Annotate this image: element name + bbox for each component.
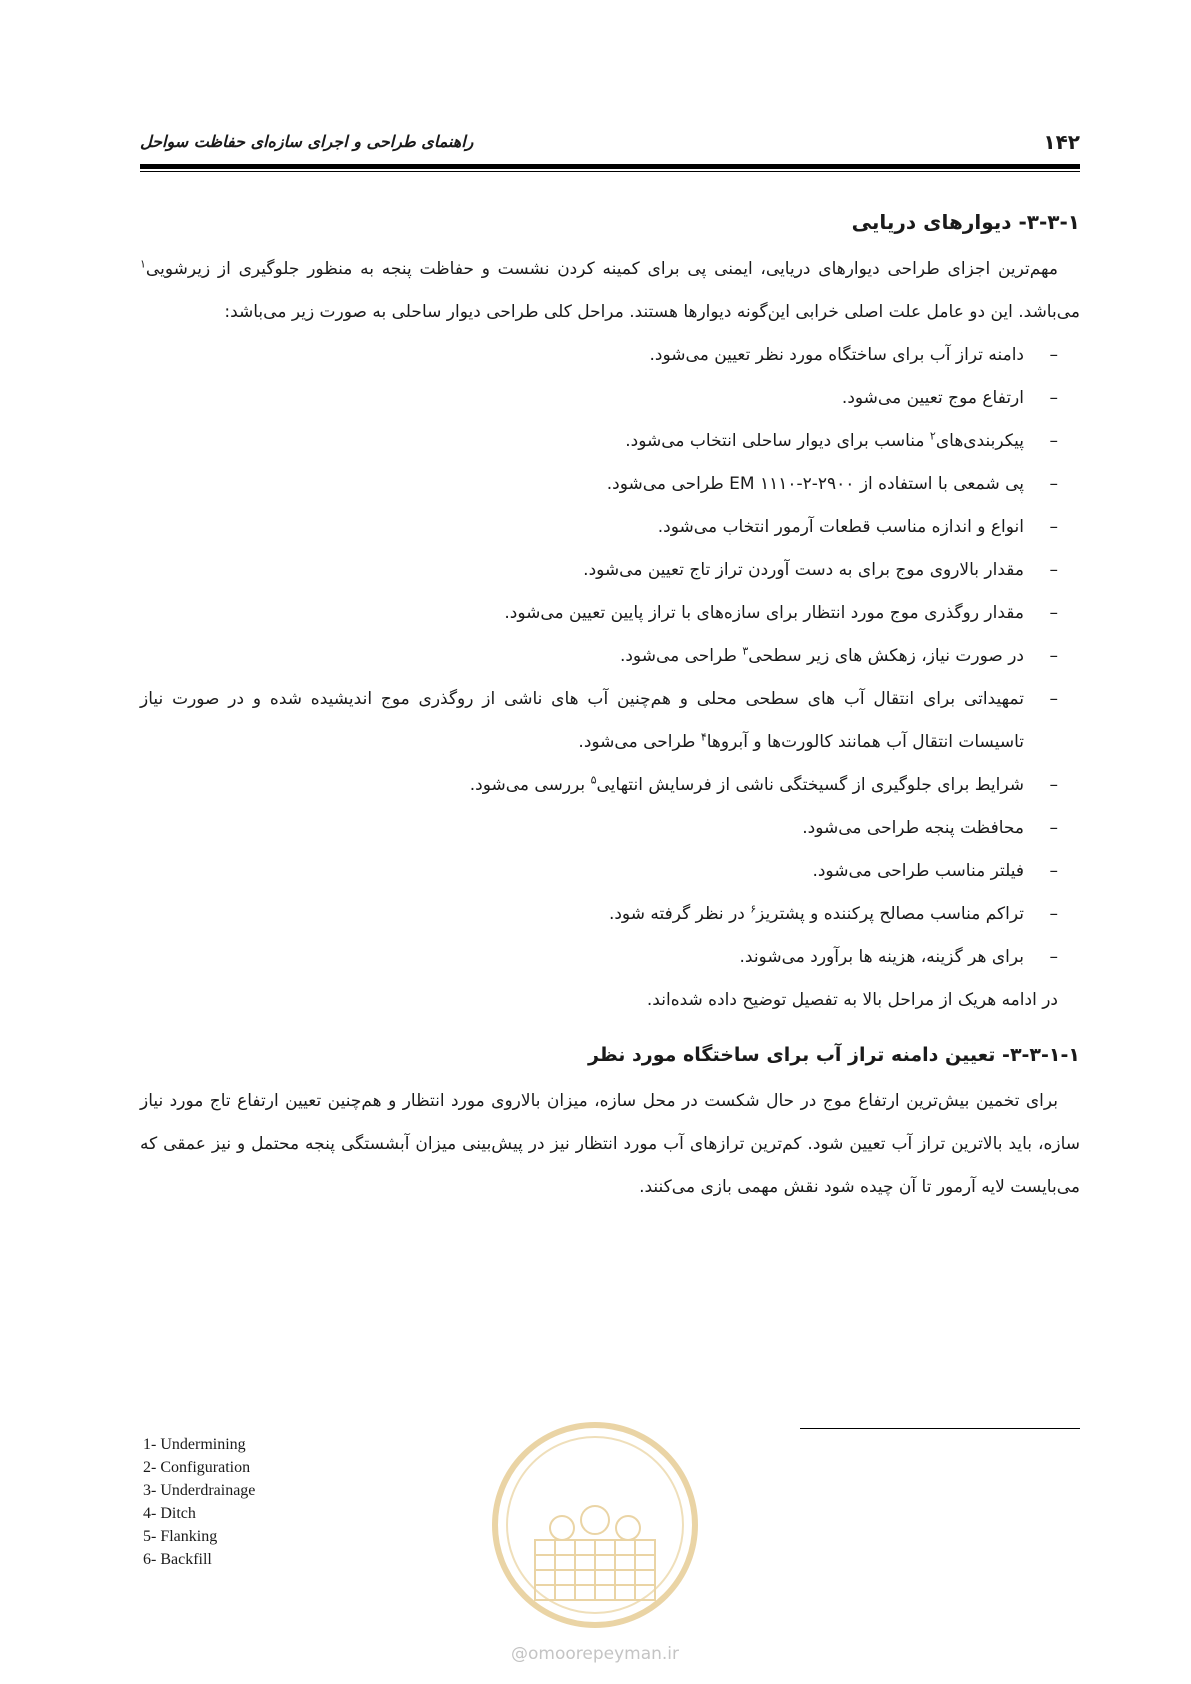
list-dash: – (1049, 646, 1058, 666)
list-dash: – (1049, 474, 1058, 494)
list-dash: – (1049, 345, 1058, 365)
list-item (140, 807, 1080, 850)
list-dash: – (1049, 431, 1058, 451)
list-item-text-cont: طراحی می‌شود. (578, 732, 701, 752)
section-heading: ۳-۳-۱- دیوارهای دریایی (851, 210, 1080, 234)
intro-text-1: مهم‌ترین اجزای طراحی دیوارهای دریایی، ایمنی پی برای کمینه کردن نشست و حفاظت پنجه به منظور جلوگیری از زیرشویی (145, 259, 1058, 279)
list-item (140, 893, 1080, 936)
list-dash: – (1049, 517, 1058, 537)
list-item (140, 936, 1080, 979)
list-item-text: انواع و اندازه مناسب قطعات آرمور انتخاب می‌شود. (657, 517, 1024, 537)
list-item (140, 592, 1080, 635)
running-title: راهنمای طراحی و اجرای سازه‌ای حفاظت سواحل (140, 132, 474, 151)
footnote-entry: 6- Backfill (143, 1551, 212, 1568)
list-item (140, 420, 1080, 463)
list-item-text-cont: بررسی می‌شود. (469, 775, 591, 795)
intro-text-2: می‌باشد. این دو عامل علت اصلی خرابی این‌گونه دیوارها هستند. مراحل کلی طراحی دیوار ساحلی به صورت زیر می‌باشد: (224, 302, 1080, 322)
list-item-text: در صورت نیاز، زهکش های زیر سطحی (748, 646, 1024, 666)
subsection-paragraph: برای تخمین بیش‌ترین ارتفاع موج در حال شکست در محل سازه، میزان بالاروی مورد انتظار و هم‌چنین تعیین ارتفاع تاج مورد نیاز سازه، باید بالاترین تراز آب تعیین شود. کم‌ترین ترازهای آب مورد انتظار نیز در پیش‌بینی میزان آبشستگی پنجه محتمل و نیز عمقی که می‌بایست لایه آرمور تا آن چیده شود نقش مهمی بازی می‌کنند. (140, 1091, 1080, 1197)
footnote-entry: 5- Flanking (143, 1528, 218, 1545)
list-item-text: پی شمعی با استفاده از EM ۱۱۱۰-۲-۲۹۰۰ طراحی می‌شود. (606, 474, 1024, 494)
list-dash: – (1049, 560, 1058, 580)
list-dash: – (1049, 904, 1058, 924)
list-item (140, 678, 1080, 764)
list-item (140, 377, 1080, 420)
list-item-text: محافظت پنجه طراحی می‌شود. (802, 818, 1024, 838)
list-item-text: پیکربندی‌های (935, 431, 1024, 451)
list-item (140, 635, 1080, 678)
footnote-ref: ۲ (929, 429, 936, 443)
list-item-text-cont: مناسب برای دیوار ساحلی انتخاب می‌شود. (625, 431, 930, 451)
list-item-text-cont: در نظر گرفته شود. (608, 904, 751, 924)
list-item (140, 764, 1080, 807)
list-item (140, 549, 1080, 592)
footnote-ref: ۴ (700, 730, 707, 744)
list-dash: – (1049, 861, 1058, 881)
list-item (140, 850, 1080, 893)
list-item-text: مقدار بالاروی موج برای به دست آوردن تراز تاج تعیین می‌شود. (583, 560, 1024, 580)
footnote-separator (800, 1428, 1080, 1429)
list-item-text: تراکم مناسب مصالح پرکننده و پشتریز (756, 904, 1024, 924)
list-dash: – (1049, 775, 1058, 795)
footnote-entry: 4- Ditch (143, 1505, 196, 1522)
footnote-ref: ۳ (742, 644, 749, 658)
list-dash: – (1049, 689, 1058, 709)
watermark-url: @omoorepeyman.ir (510, 1644, 680, 1664)
list-item-text: برای هر گزینه، هزینه ها برآورد می‌شوند. (739, 947, 1024, 967)
list-dash: – (1049, 388, 1058, 408)
list-dash: – (1049, 603, 1058, 623)
list-item (140, 334, 1080, 377)
list-item-text: تمهیداتی برای انتقال آب های سطحی محلی و هم‌چنین آب های ناشی از روگذری موج اندیشیده شده و در صورت نیاز تاسیسات انتقال آب همانند کالورت‌ها و آبروها (140, 689, 1024, 752)
header-rule-thick (140, 164, 1080, 169)
header-rule-thin (140, 171, 1080, 172)
footnote-ref-1: ۱ (140, 257, 146, 271)
intro-paragraph (140, 248, 1080, 334)
footnote-ref: ۵ (590, 773, 597, 787)
list-item-text: مقدار روگذری موج مورد انتظار برای سازه‌های با تراز پایین تعیین می‌شود. (504, 603, 1024, 623)
footnotes (143, 1433, 443, 1571)
design-steps-list (140, 334, 1080, 979)
footnote-ref: ۶ (750, 902, 757, 916)
main-content (140, 210, 1080, 1209)
footnote-entry: 2- Configuration (143, 1459, 251, 1476)
list-item-text: شرایط برای جلوگیری از گسیختگی ناشی از فرسایش انتهایی (596, 775, 1024, 795)
list-item-text: ارتفاع موج تعیین می‌شود. (841, 388, 1024, 408)
list-item (140, 463, 1080, 506)
list-item-text: فیلتر مناسب طراحی می‌شود. (812, 861, 1024, 881)
footnote-entry: 3- Underdrainage (143, 1482, 256, 1499)
list-item-text-cont: طراحی می‌شود. (619, 646, 743, 666)
page-number: ۱۴۲ (1043, 130, 1080, 154)
page-header (140, 130, 1080, 158)
watermark-logo (490, 1420, 700, 1630)
subsection-heading: ۳-۳-۱-۱- تعیین دامنه تراز آب برای ساختگاه مورد نظر (587, 1044, 1080, 1066)
list-dash: – (1049, 947, 1058, 967)
footnote-entry: 1- Undermining (143, 1436, 246, 1453)
list-item-text: دامنه تراز آب برای ساختگاه مورد نظر تعیین می‌شود. (649, 345, 1024, 365)
closing-sentence: در ادامه هریک از مراحل بالا به تفصیل توضیح داده شده‌اند. (646, 990, 1058, 1010)
list-dash: – (1049, 818, 1058, 838)
list-item (140, 506, 1080, 549)
